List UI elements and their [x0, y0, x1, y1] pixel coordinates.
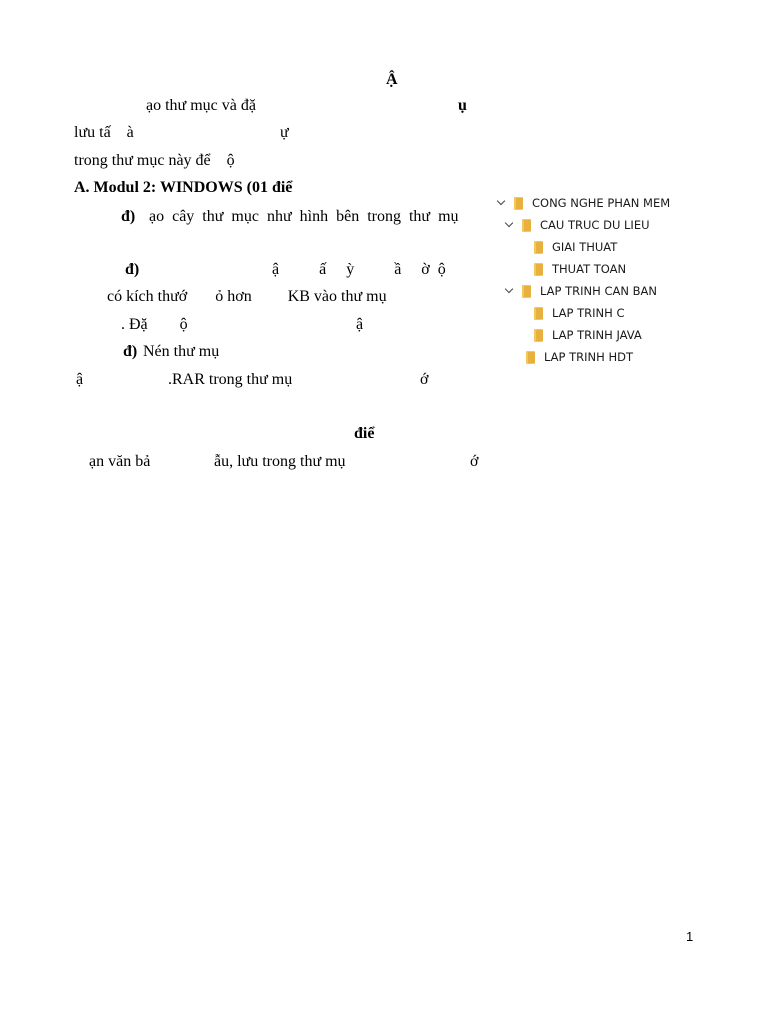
question-1-label: đ) — [121, 208, 136, 225]
document-title: Ậ — [386, 71, 398, 88]
folder-icon — [522, 219, 531, 232]
intro-line-2a: lưu tấ à — [74, 124, 134, 141]
tree-node-thuat-toan — [516, 259, 626, 279]
question-2-continuation-2b: ậ — [356, 316, 364, 333]
section-b-line-1b: ẫu, lưu trong thư mụ — [214, 453, 346, 470]
folder-icon — [534, 307, 543, 320]
intro-line-1b: ụ — [458, 97, 467, 114]
chevron-down-icon — [496, 198, 506, 208]
tree-node-cau-truc-du-lieu — [504, 215, 650, 235]
tree-node-label: GIAI THUAT — [552, 240, 618, 254]
folder-icon — [534, 241, 543, 254]
tree-node-lap-trinh-can-ban — [504, 281, 657, 301]
question-3-label: đ) — [123, 343, 138, 360]
tree-node-label: LAP TRINH C — [552, 306, 625, 320]
tree-node-giai-thuat — [516, 237, 617, 257]
question-3-continuation-a: ậ — [76, 371, 84, 388]
section-b-heading: điể — [354, 425, 375, 442]
question-2-continuation-2a: . Đặ ộ — [121, 316, 188, 333]
tree-node-label: LAP TRINH JAVA — [552, 328, 642, 342]
intro-line-1a: ạo thư mục và đặ — [146, 97, 256, 114]
chevron-down-icon — [504, 286, 514, 296]
section-b-line-1c: ớ — [470, 453, 479, 470]
page-number: 1 — [686, 929, 694, 944]
tree-node-label: THUAT TOAN — [552, 262, 627, 276]
folder-icon — [534, 263, 543, 276]
question-3-text: Nén thư mụ — [143, 343, 220, 360]
question-2-continuation: có kích thướ ỏ hơn KB vào thư mụ — [107, 288, 387, 305]
question-1-text: ạo cây thư mục như hình bên trong thư mụ — [149, 208, 459, 225]
folder-icon — [514, 197, 523, 210]
question-2-label: đ) — [125, 261, 140, 278]
tree-node-lap-trinh-c — [516, 303, 624, 323]
tree-node-lap-trinh-hdt — [508, 347, 633, 367]
chevron-down-icon — [504, 220, 514, 230]
intro-line-2b: ự — [280, 124, 289, 141]
tree-node-label: LAP TRINH CAN BAN — [540, 284, 657, 298]
folder-icon — [526, 351, 535, 364]
section-b-line-1a: ạn văn bả — [89, 453, 151, 470]
question-3-continuation-b: .RAR trong thư mụ — [168, 371, 293, 388]
tree-node-lap-trinh-java — [516, 325, 642, 345]
question-3-continuation-c: ớ — [420, 371, 429, 388]
tree-node-label: CONG NGHE PHAN MEM — [532, 196, 671, 210]
tree-node-cong-nghe-phan-mem — [496, 193, 670, 213]
tree-node-label: CAU TRUC DU LIEU — [540, 218, 650, 232]
section-a-heading: A. Modul 2: WINDOWS (01 điể — [74, 179, 293, 196]
folder-icon — [522, 285, 531, 298]
question-2-text: ậ ấ ỳ ầ ờ ộ — [272, 261, 446, 278]
tree-node-label: LAP TRINH HDT — [544, 350, 633, 364]
intro-line-3: trong thư mục này để ộ — [74, 152, 235, 169]
folder-icon — [534, 329, 543, 342]
